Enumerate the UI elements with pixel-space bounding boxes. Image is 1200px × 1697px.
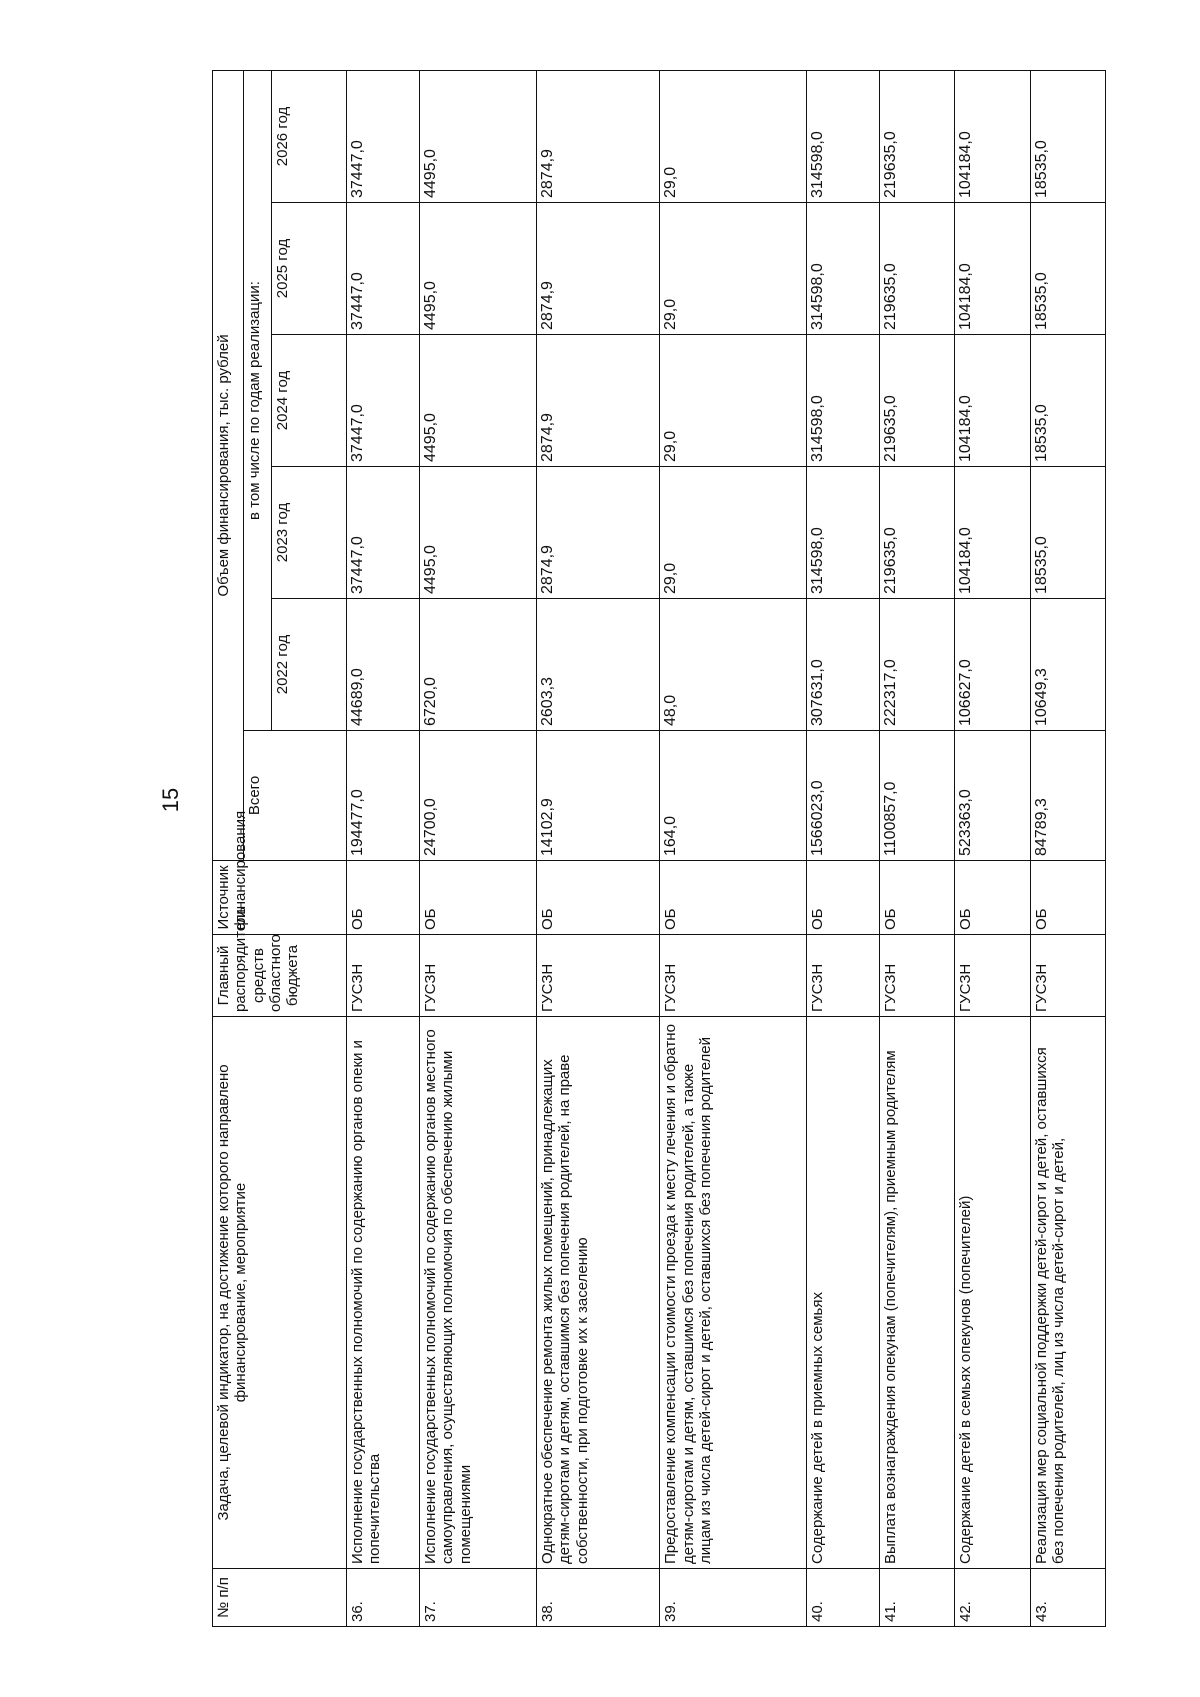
row-admin: ГУСЗН [346,935,419,1017]
row-year-value: 4495,0 [420,203,537,335]
header-year: 2024 год [271,335,346,467]
row-source: ОБ [806,861,879,935]
row-total: 164,0 [660,731,806,861]
row-admin: ГУСЗН [660,935,806,1017]
row-year-value: 307631,0 [806,599,879,731]
row-year-value: 44689,0 [346,599,419,731]
row-year-value: 10649,3 [1030,599,1105,731]
row-task: Исполнение государственных полномочий по содержанию органов опеки и попечительства [346,1017,419,1569]
row-year-value: 18535,0 [1030,70,1105,202]
row-number: 40. [806,1569,879,1627]
table-row [346,70,419,1626]
row-number: 38. [537,1569,660,1627]
header-admin: Главный распорядитель средств областного бюджета [213,935,347,1017]
header-year: 2025 год [271,203,346,335]
table-row [660,70,806,1626]
rotated-table-container [212,71,1106,1627]
row-year-value: 37447,0 [346,203,419,335]
header-year: 2023 год [271,467,346,599]
table-row [955,70,1030,1626]
header-source: Источник финансирования [213,861,347,935]
row-admin: ГУСЗН [420,935,537,1017]
row-admin: ГУСЗН [1030,935,1105,1017]
row-number: 43. [1030,1569,1105,1627]
row-year-value: 2874,9 [537,335,660,467]
row-admin: ГУСЗН [806,935,879,1017]
row-year-value: 104184,0 [955,335,1030,467]
row-total: 194477,0 [346,731,419,861]
row-year-value: 222317,0 [880,599,955,731]
row-year-value: 106627,0 [955,599,1030,731]
row-source: ОБ [880,861,955,935]
row-task: Содержание детей в приемных семьях [806,1017,879,1569]
header-volume: Объем финансирования, тыс. рублей [213,70,244,860]
row-year-value: 219635,0 [880,467,955,599]
row-year-value: 2874,9 [537,203,660,335]
row-year-value: 219635,0 [880,335,955,467]
row-year-value: 4495,0 [420,467,537,599]
row-year-value: 314598,0 [806,335,879,467]
row-number: 42. [955,1569,1030,1627]
row-total: 523363,0 [955,731,1030,861]
row-source: ОБ [537,861,660,935]
row-year-value: 104184,0 [955,467,1030,599]
row-total: 24700,0 [420,731,537,861]
row-total: 14102,9 [537,731,660,861]
row-task: Содержание детей в семьях опекунов (попечителей) [955,1017,1030,1569]
row-admin: ГУСЗН [537,935,660,1017]
row-year-value: 37447,0 [346,335,419,467]
header-total: Всего [244,731,346,861]
row-task: Предоставление компенсации стоимости проезда к месту лечения и обратно детям-сиротам и детям, оставшимся без попечения родителей, а также лицам из числа детей-сирот и детей, оставшихся без попечения родителей [660,1017,806,1569]
row-year-value: 2603,3 [537,599,660,731]
row-source: ОБ [660,861,806,935]
row-year-value: 104184,0 [955,70,1030,202]
row-year-value: 314598,0 [806,70,879,202]
row-number: 37. [420,1569,537,1627]
row-total: 1100857,0 [880,731,955,861]
row-year-value: 314598,0 [806,203,879,335]
table-row [806,70,879,1626]
row-source: ОБ [1030,861,1105,935]
table-row [537,70,660,1626]
row-task: Реализация мер социальной поддержки детей-сирот и детей, оставшихся без попечения родителей, лиц из числа детей-сирот и детей, [1030,1017,1105,1569]
row-year-value: 6720,0 [420,599,537,731]
row-year-value: 37447,0 [346,467,419,599]
row-year-value: 4495,0 [420,70,537,202]
row-year-value: 18535,0 [1030,203,1105,335]
row-year-value: 29,0 [660,335,806,467]
row-source: ОБ [346,861,419,935]
row-task: Исполнение государственных полномочий по содержанию органов местного самоуправления, осуществляющих полномочия по обеспечению жилыми помещениями [420,1017,537,1569]
row-source: ОБ [955,861,1030,935]
row-total: 1566023,0 [806,731,879,861]
row-year-value: 29,0 [660,70,806,202]
row-year-value: 18535,0 [1030,467,1105,599]
row-year-value: 314598,0 [806,467,879,599]
header-row-1 [213,70,244,1626]
row-year-value: 104184,0 [955,203,1030,335]
row-year-value: 2874,9 [537,467,660,599]
header-task: Задача, целевой индикатор, на достижение которого направлено финансирование, мероприятие [213,1017,347,1569]
row-year-value: 2874,9 [537,70,660,202]
row-year-value: 48,0 [660,599,806,731]
row-year-value: 219635,0 [880,203,955,335]
row-source: ОБ [420,861,537,935]
header-year: 2026 год [271,70,346,202]
header-by-years: в том числе по годам реализации: [244,70,271,730]
row-year-value: 18535,0 [1030,335,1105,467]
row-admin: ГУСЗН [955,935,1030,1017]
row-total: 84789,3 [1030,731,1105,861]
row-year-value: 219635,0 [880,70,955,202]
financing-table [212,70,1106,1627]
row-year-value: 4495,0 [420,335,537,467]
header-year: 2022 год [271,599,346,731]
row-number: 36. [346,1569,419,1627]
table-row [420,70,537,1626]
row-task: Выплата вознаграждения опекунам (попечителям), приемным родителям [880,1017,955,1569]
table-row [1030,70,1105,1626]
row-number: 41. [880,1569,955,1627]
row-year-value: 29,0 [660,467,806,599]
row-year-value: 37447,0 [346,70,419,202]
row-admin: ГУСЗН [880,935,955,1017]
header-num: № п/п [213,1569,347,1627]
row-number: 39. [660,1569,806,1627]
row-task: Однократное обеспечение ремонта жилых помещений, принадлежащих детям-сиротам и детям, оставшимся без попечения родителей, на праве собственности, при подготовке их к заселению [537,1017,660,1569]
page-number: 15 [158,787,183,813]
row-year-value: 29,0 [660,203,806,335]
table-row [880,70,955,1626]
